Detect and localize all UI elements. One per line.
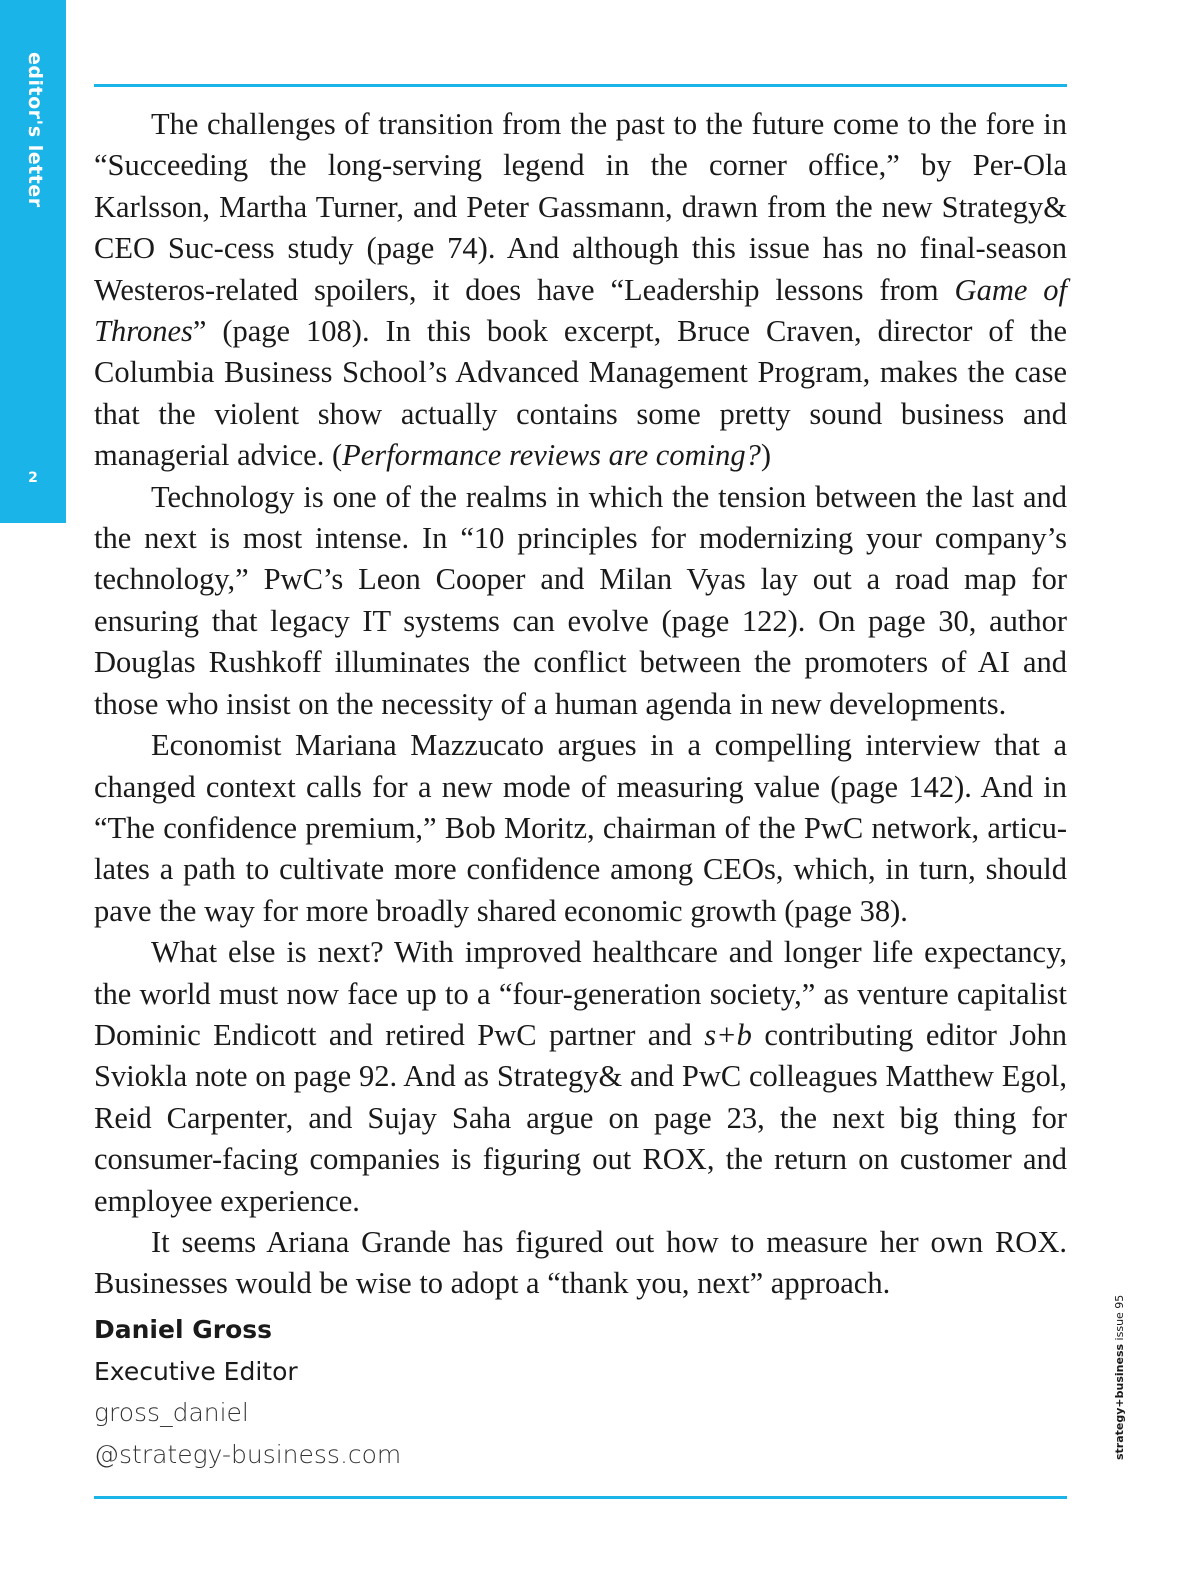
text-run: Economist Mariana Mazzucato argues in a compelling interview that a changed context calls for a new mode of measuring value (page 142). And in “The confidence premium,” Bob Moritz, chairman of the PwC network, articulates a path to cultivate more confidence among CEOs, which, in turn, should pave the way for more broadly shared economic growth (page 38). — [94, 728, 1067, 928]
text-run: Technology is one of the realms in which the tension between the last and the next is most intense. In “10 principles for modernizing your company’s technology,” PwC’s Leon Cooper and Milan Vyas lay out a road map for ensuring that legacy IT systems can evolve (page 122). On page 30, author Douglas Rushkoff illuminates the conflict between the promoters of AI and those who insist on the necessity of a human agenda in new developments. — [94, 479, 1067, 721]
text-run: ” (page 108). In this book excerpt, Bruce Craven, director of the Columbia Business School’s Advanced Management Program, makes the case that the violent show actually contains some pretty sound business and managerial advice. ( — [94, 314, 1067, 473]
top-rule — [94, 84, 1067, 87]
bottom-rule — [94, 1496, 1067, 1499]
italic-run: Game of Thrones — [94, 272, 1067, 349]
text-run: It seems Ariana Grande has figured out how to measure her own ROX. Businesses would be wise to adopt a “thank you, next” approach. — [94, 1224, 1067, 1301]
text-run: The challenges of transition from the past to the future come to the fore in “Succeeding the long-serving legend in the corner office,” by Per-Ola Karlsson, Martha Turner, and Peter Gassmann, drawn from the new Strategy& CEO Suc-cess study (page 74). And although this issue has no final-season Westeros-related spoilers, it does have “Leadership lessons from — [94, 107, 1067, 307]
author-email-domain: @strategy-business.com — [94, 1439, 402, 1469]
folio-issue: issue 95 — [1113, 1294, 1126, 1341]
author-title: Executive Editor — [94, 1356, 298, 1386]
author-name: Daniel Gross — [94, 1315, 273, 1344]
folio — [1113, 1295, 1126, 1460]
signature-block — [94, 1309, 401, 1475]
text-run: contributing editor John Sviokla note on page 92. And as Strategy& and PwC colleagues Matthew Egol, Reid Carpenter, and Sujay Saha argue on page 23, the next big thing for consumer-facing companies is figuring out ROX, the return on customer and employee experience. — [94, 1017, 1067, 1218]
author-email-user: gross_daniel — [94, 1398, 249, 1427]
body-paragraph — [94, 725, 1067, 932]
italic-run: Performance reviews are coming? — [342, 438, 761, 473]
italic-run: s+b — [704, 1017, 752, 1052]
body-paragraph — [94, 104, 1067, 477]
page-number: 2 — [28, 470, 38, 486]
body-paragraph — [94, 932, 1067, 1222]
text-run: What else is next? With improved healthcare and longer life expectancy, the world must now face up to a “four-generation society,” as venture capitalist Dominic Endicott and retired PwC partner and — [94, 935, 1067, 1052]
section-tab — [0, 0, 66, 523]
text-run: ) — [760, 438, 771, 473]
body-paragraph — [94, 477, 1067, 725]
body-paragraph — [94, 1222, 1067, 1305]
folio-brand: strategy+business — [1113, 1343, 1126, 1460]
section-label: editor's letter — [24, 52, 46, 208]
letter-body — [94, 104, 1067, 1305]
